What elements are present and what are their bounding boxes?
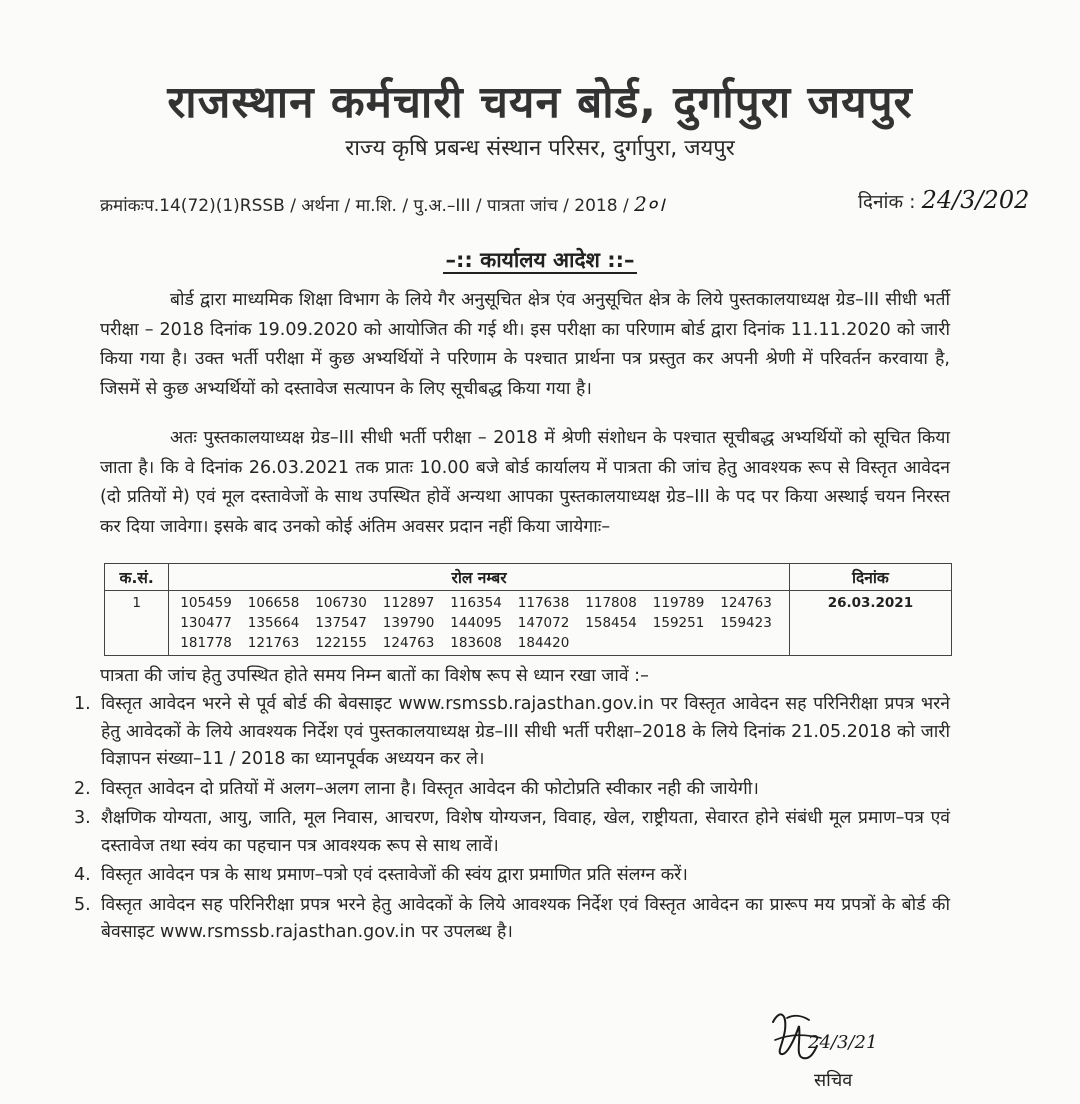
roll-number: 159251 [652, 615, 705, 631]
roll-number-table [104, 563, 952, 656]
list-item [70, 892, 950, 947]
roll-number: 159423 [720, 615, 772, 631]
roll-number: 124763 [720, 595, 772, 611]
list-item-text: विस्तृत आवेदन पत्र के साथ प्रमाण–पत्रो एवं दस्तावेजों की स्वंय द्वारा प्रमाणित प्रति संलग्न करें। [101, 865, 688, 885]
header-roll-number: रोल नम्बर [169, 564, 790, 591]
list-item-text: विस्तृत आवेदन सह परिनिरीक्षा प्रपत्र भरने हेतु आवेदकों के लिये आवश्यक निर्देश एवं विस्तृत आवेदन का प्रारूप मय प्रपत्रों के बोर्ड की बेवसाइट www.rsmssb.rajasthan.gov.in पर उपलब्ध है। [101, 894, 950, 942]
header-serial: क.सं. [105, 564, 169, 591]
board-title: राजस्थान कर्मचारी चयन बोर्ड, दुर्गापुरा जयपुर [167, 77, 913, 128]
reference-text: क्रमांकःप.14(72)(1)RSSB / अर्थना / मा.शि. / पु.अ.–III / पात्रता जांच / 2018 / [100, 196, 629, 216]
roll-number: 105459 [180, 595, 232, 611]
date-label: दिनांक : [858, 191, 916, 213]
notes-intro: पात्रता की जांच हेतु उपस्थित होते समय निम्न बातों का विशेष रूप से ध्यान रखा जावें :– [100, 666, 649, 686]
roll-number: 121763 [247, 635, 300, 651]
roll-number: 122155 [315, 635, 367, 651]
roll-number: 124763 [382, 635, 435, 651]
roll-number: 116354 [450, 595, 502, 611]
list-item [70, 776, 950, 804]
roll-number: 147072 [517, 615, 570, 631]
table-header-row [105, 564, 952, 591]
roll-number: 112897 [382, 595, 435, 611]
roll-number: 184420 [517, 635, 570, 651]
roll-number: 158454 [585, 615, 637, 631]
roll-number: 117808 [585, 595, 637, 611]
roll-number: 137547 [315, 615, 367, 631]
issue-date [858, 186, 1029, 214]
list-item-text: विस्तृत आवेदन भरने से पूर्व बोर्ड की बेवसाइट www.rsmssb.rajasthan.gov.in पर विस्तृत आवेदन सह परिनिरीक्षा प्रपत्र भरने हेतु आवेदकों के लिये आवश्यक निर्देश एवं पुस्तकालयाध्यक्ष ग्रेड–III सीधी भर्ती परीक्षा–2018 के लिये दिनांक 21.05.2018 को जारी विज्ञापन संख्या–11 / 2018 का ध्यानपूर्वक अध्ययन कर ले। [101, 694, 950, 769]
roll-number: 119789 [652, 595, 705, 611]
roll-number: 135664 [247, 615, 300, 631]
row-roll-numbers [169, 591, 790, 656]
list-item-number: 5. [74, 894, 91, 915]
roll-number: 183608 [450, 635, 502, 651]
order-heading [0, 246, 1080, 274]
roll-number: 181778 [180, 635, 232, 651]
roll-number: 106730 [315, 595, 367, 611]
signature-date: 24/3/21 [808, 1032, 878, 1053]
board-address: राज्य कृषि प्रबन्ध संस्थान परिसर, दुर्गापुरा, जयपुर [345, 136, 735, 161]
list-item [70, 691, 950, 774]
reference-number [100, 190, 665, 217]
instructions-list [70, 691, 950, 947]
roll-number: 117638 [517, 595, 570, 611]
roll-number-grid [170, 592, 788, 654]
list-item-number: 1. [74, 694, 91, 714]
row-date: 26.03.2021 [789, 591, 951, 656]
list-item-number: 4. [74, 865, 91, 885]
date-handwritten: 24/3/202 [921, 186, 1030, 214]
list-item-number: 3. [74, 808, 91, 828]
secretary-designation: सचिव [814, 1070, 853, 1091]
paragraph-2: अतः पुस्तकालयाध्यक्ष ग्रेड–III सीधी भर्ती परीक्षा – 2018 में श्रेणी संशोधन के पश्चात सूचीबद्ध अभ्यर्थियों को सूचित किया जाता है। कि वे दिनांक 26.03.2021 तक प्रातः 10.00 बजे बोर्ड कार्यालय में पात्रता की जांच हेतु आवश्यक रूप से विस्तृत आवेदन (दो प्रतियों मे) एवं मूल दस्तावेजों के साथ उपस्थित होवें अन्यथा आपका पुस्तकालयाध्यक्ष ग्रेड–III के पद पर किया अस्थाई चयन निरस्त कर दिया जावेगा। इसके बाद उनको कोई अंतिम अवसर प्रदान नहीं किया जायेगाः– [100, 428, 950, 537]
row-serial: 1 [105, 591, 169, 656]
roll-number: 106658 [247, 595, 300, 611]
order-heading-text: –:: कार्यालय आदेश ::– [445, 248, 635, 272]
roll-number: 144095 [450, 615, 502, 631]
list-item-number: 2. [74, 778, 91, 799]
reference-handwritten: 2०। [634, 192, 665, 216]
list-item [70, 805, 950, 860]
list-item [70, 862, 950, 890]
paragraph-1: बोर्ड द्वारा माध्यमिक शिक्षा विभाग के लिये गैर अनुसूचित क्षेत्र एंव अनुसूचित क्षेत्र के लिये पुस्तकालयाध्यक्ष ग्रेड–III सीधी भर्ती परीक्षा – 2018 दिनांक 19.09.2020 को आयोजित की गई थी। इस परीक्षा का परिणाम बोर्ड द्वारा दिनांक 11.11.2020 को जारी किया गया है। उक्त भर्ती परीक्षा में कुछ अभ्यर्थियों ने परिणाम के पश्चात प्रार्थना पत्र प्रस्तुत कर अपनी श्रेणी में परिवर्तन करवाया है, जिसमें से कुछ अभ्यर्थियों को दस्तावेज सत्यापन के लिए सूचीबद्ध किया गया है। [100, 290, 950, 399]
roll-number: 130477 [180, 615, 232, 631]
list-item-text: शैक्षणिक योग्यता, आयु, जाति, मूल निवास, आचरण, विशेष योग्यजन, विवाह, खेल, राष्ट्रीयता, सेवारत होने संबंधी मूल प्रमाण–पत्र एवं दस्तावेज तथा स्वंय का पहचान पत्र आवश्यक रूप से साथ लावें। [101, 808, 950, 856]
list-item-text: विस्तृत आवेदन दो प्रतियों में अलग–अलग लाना है। विस्तृत आवेदन की फोटोप्रति स्वीकार नही की जायेगी। [101, 778, 759, 799]
header-date: दिनांक [789, 564, 951, 591]
table-row [105, 591, 952, 656]
roll-number: 139790 [382, 615, 435, 631]
